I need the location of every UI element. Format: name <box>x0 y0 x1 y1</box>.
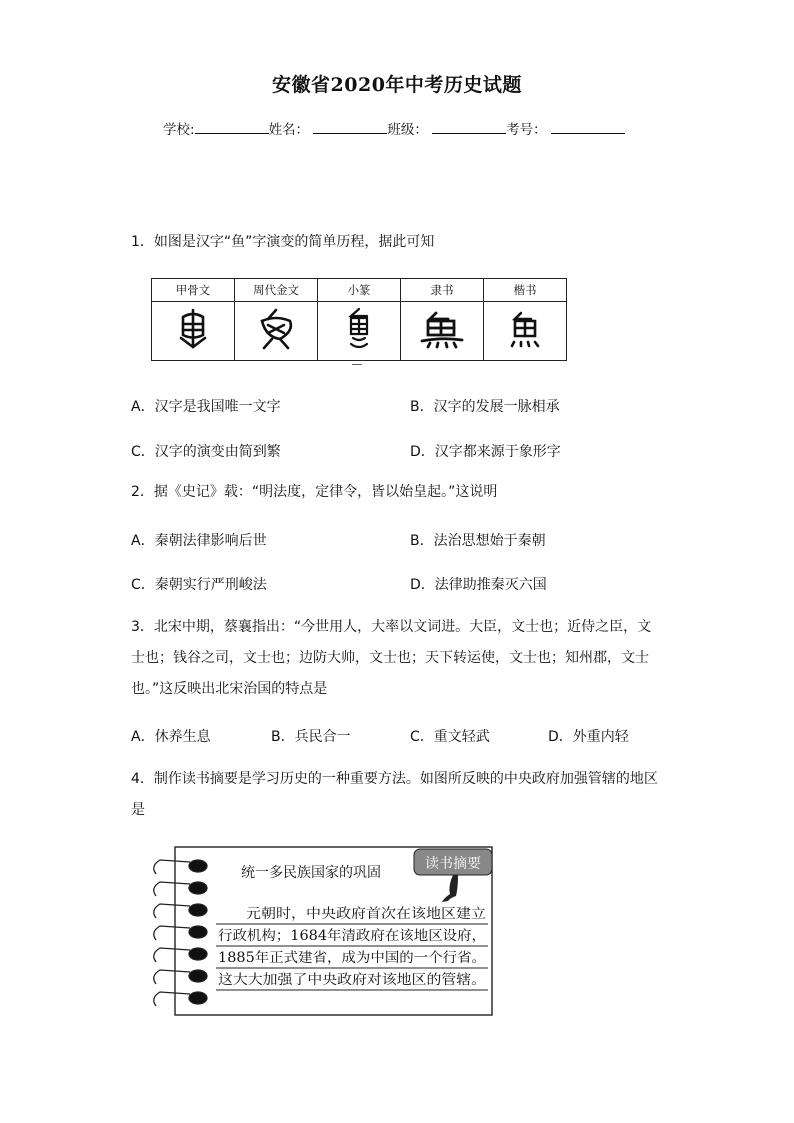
question-2-stem: 2．据《史记》载：“明法度，定律令，皆以始皇起。”这说明 <box>131 484 498 500</box>
note-heading: 统一多民族国家的巩固 <box>241 865 381 881</box>
question-1-stem: 1．如图是汉字“鱼”字演变的简单历程，据此可知 <box>131 234 435 250</box>
q1-option-d[interactable]: D．汉字都来源于象形字 <box>410 444 561 460</box>
q1-option-b[interactable]: B．汉字的发展一脉相承 <box>410 399 560 415</box>
question-4-stem: 4．制作读书摘要是学习历史的一种重要方法。如图所反映的中央政府加强管辖的地区是 <box>131 771 658 818</box>
question-3-stem: 3．北宋中期，蔡襄指出：“今世用人，大率以文词进。大臣，文士也；近侍之臣，文士也；钱谷之司，文士也；边防大帅，文士也；天下转运使，文士也；知州郡，文士也。”这反映出北宋治国的特点是 <box>131 619 652 697</box>
name-blank[interactable] <box>313 119 387 134</box>
note-line: 行政机构；1684年清政府在该地区设府， <box>218 928 469 944</box>
q3-option-b[interactable]: B．兵民合一 <box>271 729 351 745</box>
table-header-cell: 小篆 <box>318 279 401 302</box>
small-seal-fish-glyph <box>318 302 401 361</box>
q1-option-a[interactable]: A．汉字是我国唯一文字 <box>131 399 281 415</box>
exam-no-blank[interactable] <box>551 119 625 134</box>
reading-notes-figure <box>148 844 498 1020</box>
table-header-cell: 隶书 <box>401 279 484 302</box>
q2-option-a[interactable]: A．秦朝法律影响后世 <box>131 533 267 549</box>
oracle-bone-fish-glyph <box>152 302 235 361</box>
q2-option-b[interactable]: B．法治思想始于秦朝 <box>410 533 546 549</box>
page-title: 安徽省2020年中考历史试题 <box>272 74 522 96</box>
class-label: 班级： <box>387 122 428 138</box>
school-blank[interactable] <box>195 119 269 134</box>
bronze-script-fish-glyph <box>235 302 318 361</box>
table-header-cell: 甲骨文 <box>152 279 235 302</box>
table-header-cell: 周代金文 <box>235 279 318 302</box>
clerical-script-fish-glyph <box>401 302 484 361</box>
table-header-cell: 楷书 <box>484 279 567 302</box>
divider-mark <box>352 364 362 365</box>
exam-no-label: 考号： <box>506 122 547 138</box>
q3-option-d[interactable]: D．外重内轻 <box>548 729 629 745</box>
q2-option-d[interactable]: D．法律助推秦灭六国 <box>410 577 547 593</box>
q3-option-c[interactable]: C．重文轻武 <box>410 729 490 745</box>
student-info-line <box>163 118 625 138</box>
q3-option-a[interactable]: A．休养生息 <box>131 729 211 745</box>
fish-character-evolution-table <box>151 278 567 361</box>
q1-option-c[interactable]: C．汉字的演变由简到繁 <box>131 444 281 460</box>
school-label: 学校: <box>163 122 195 138</box>
class-blank[interactable] <box>432 119 506 134</box>
q2-option-c[interactable]: C．秦朝实行严刑峻法 <box>131 577 267 593</box>
note-line: 元朝时，中央政府首次在该地区建立 <box>246 906 462 922</box>
reading-notes-tag-label: 读书摘要 <box>425 856 481 872</box>
regular-script-fish-glyph <box>484 302 567 361</box>
name-label: 姓名： <box>268 122 310 138</box>
note-line: 这大大加强了中央政府对该地区的管辖。 <box>218 972 461 988</box>
note-line: 1885年正式建省，成为中国的一个行省。 <box>218 950 469 966</box>
